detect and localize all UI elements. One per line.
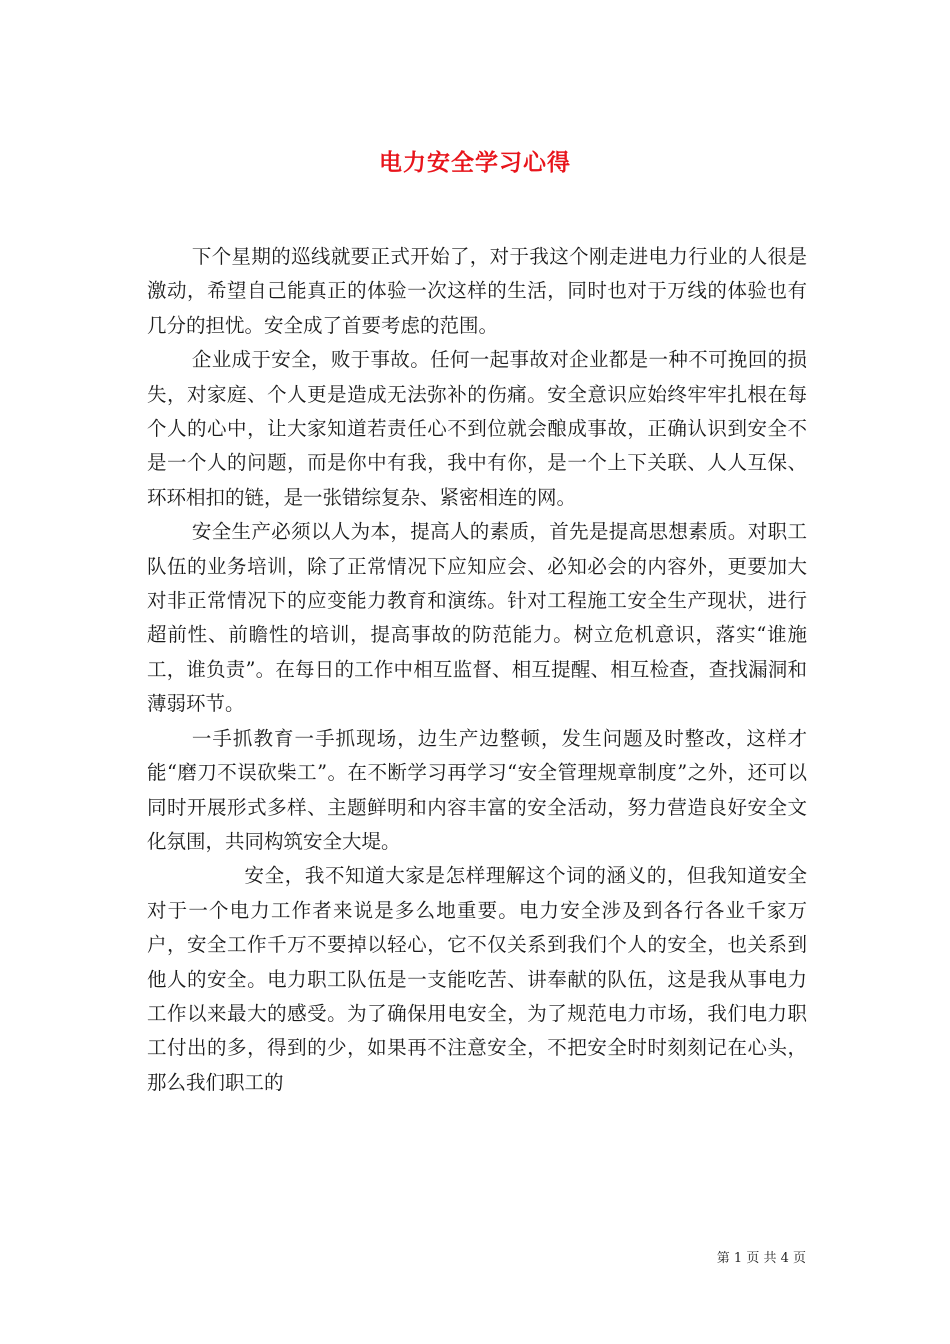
document-body [147, 240, 807, 1100]
paragraph-2: 企业成于安全，败于事故。任何一起事故对企业都是一种不可挽回的损失，对家庭、个人更是造成无法弥补的伤痛。安全意识应始终牢牢扎根在每个人的心中，让大家知道若责任心不到位就会酿成事故，正确认识到安全不是一个人的问题，而是你中有我，我中有你，是一个上下关联、人人互保、环环相扣的链，是一张错综复杂、紧密相连的网。 [147, 348, 807, 509]
paragraph-5: 安全，我不知道大家是怎样理解这个词的涵义的，但我知道安全对于一个电力工作者来说是多么地重要。电力安全涉及到各行各业千家万户，安全工作千万不要掉以轻心，它不仅关系到我们个人的安全，也关系到他人的安全。电力职工队伍是一支能吃苦、讲奉献的队伍，这是我从事电力工作以来最大的感受。为了确保用电安全，为了规范电力市场，我们电力职工付出的多，得到的少，如果再不注意安全，不把安全时时刻刻记在心头，那么我们职工的 [147, 864, 807, 1094]
page-title: 电力安全学习心得 [379, 149, 571, 177]
page-number-footer: 第 1 页 共 4 页 [716, 1251, 806, 1266]
paragraph-4: 一手抓教育一手抓现场，边生产边整顿，发生问题及时整改，这样才能“磨刀不误砍柴工”。在不断学习再学习“安全管理规章制度”之外，还可以同时开展形式多样、主题鲜明和内容丰富的安全活动，努力营造良好安全文化氛围，共同构筑安全大堤。 [147, 726, 807, 853]
paragraph-3: 安全生产必须以人为本，提高人的素质，首先是提高思想素质。对职工队伍的业务培训，除了正常情况下应知应会、必知必会的内容外，更要加大对非正常情况下的应变能力教育和演练。针对工程施工安全生产现状，进行超前性、前瞻性的培训，提高事故的防范能力。树立危机意识，落实“谁施工，谁负责”。在每日的工作中相互监督、相互提醒、相互检查，查找漏洞和薄弱环节。 [147, 520, 807, 716]
paragraph-1: 下个星期的巡线就要正式开始了，对于我这个刚走进电力行业的人很是激动，希望自己能真正的体验一次这样的生活，同时也对于万线的体验也有几分的担忧。安全成了首要考虑的范围。 [147, 245, 807, 337]
